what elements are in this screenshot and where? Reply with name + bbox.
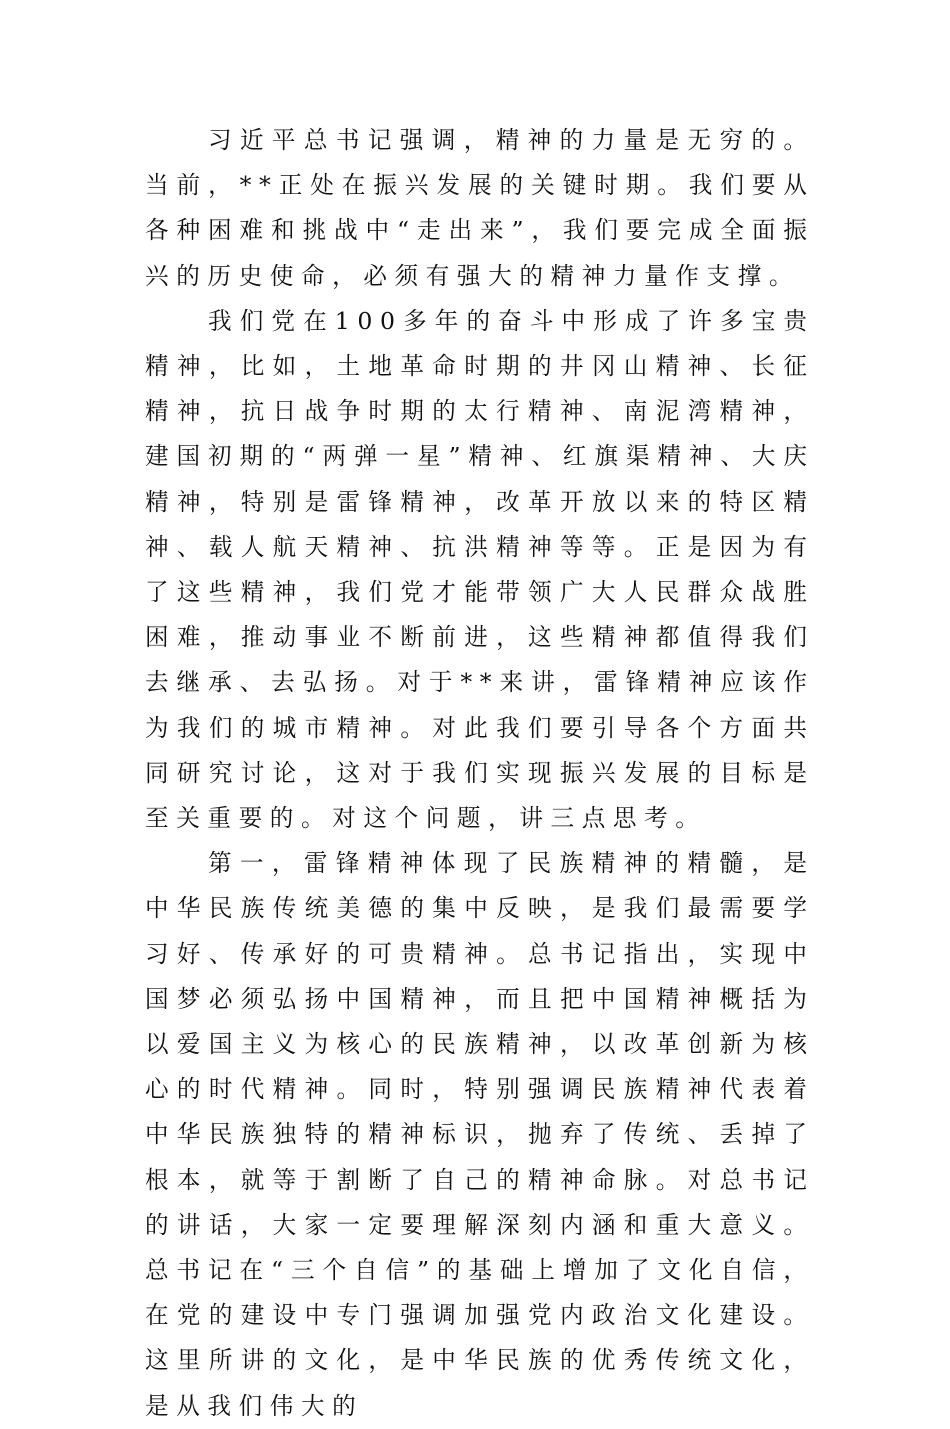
paragraph-point-one: 第一，雷锋精神体现了民族精神的精髓，是中华民族传统美德的集中反映，是我们最需要学习好、传承好的可贵精神。总书记指出，实现中国梦必须弘扬中国精神，而且把中国精神概括为以爱国主义为核心的民族精神，以改革创新为核心的时代精神。同时，特别强调民族精神代表着中华民族独特的精神标识，抛弃了传统、丢掉了根本，就等于割断了自己的精神命脉。对总书记的讲话，大家一定要理解深刻内涵和重大意义。总书记在“三个自信”的基础上增加了文化自信，在党的建设中专门强调加强党内政治文化建设。这里所讲的文化，是中华民族的优秀传统文化，是从我们伟大的 [145,849,815,1420]
paragraph-party-spirits: 我们党在100多年的奋斗中形成了许多宝贵精神，比如，土地革命时期的井冈山精神、长征精神，抗日战争时期的太行精神、南泥湾精神，建国初期的“两弹一星”精神、红旗渠精神、大庆精神，特别是雷锋精神，改革开放以来的特区精神、载人航天精神、抗洪精神等等。正是因为有了这些精神，我们党才能带领广大人民群众战胜困难，推动事业不断前进，这些精神都值得我们去继承、去弘扬。对于**来讲，雷锋精神应该作为我们的城市精神。对此我们要引导各个方面共同研究讨论，这对于我们实现振兴发展的目标是至关重要的。对这个问题，讲三点思考。 [145,306,815,833]
document-page [145,118,815,1429]
paragraph-intro: 习近平总书记强调，精神的力量是无穷的。当前，**正处在振兴发展的关键时期。我们要从各种困难和挑战中“走出来”，我们要完成全面振兴的历史使命，必须有强大的精神力量作支撑。 [145,126,815,290]
